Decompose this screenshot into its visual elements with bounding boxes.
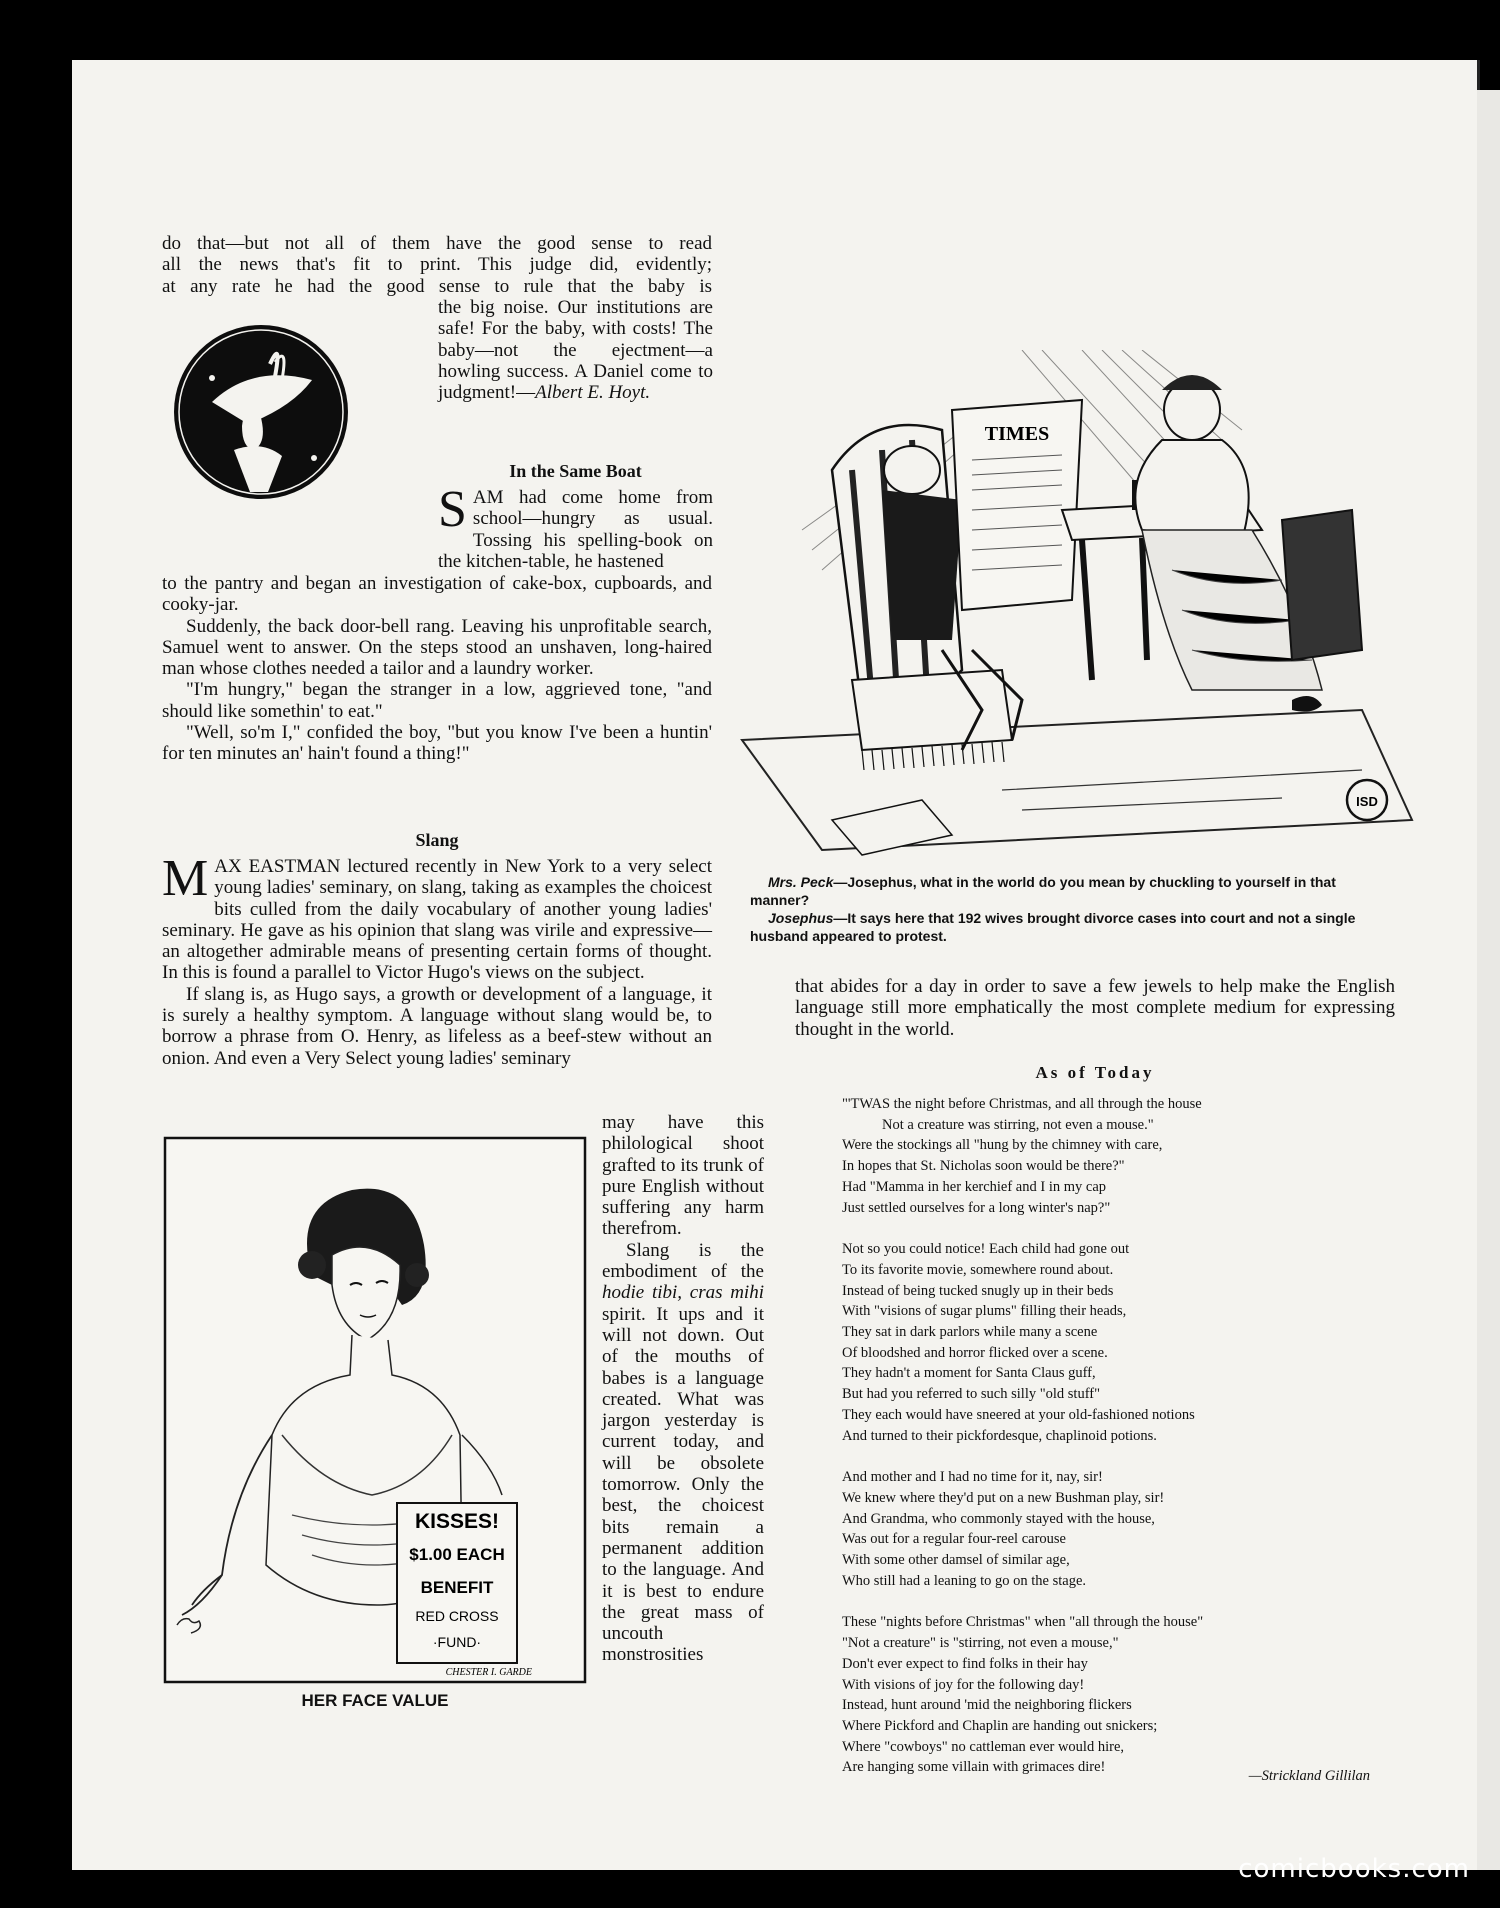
poem-line: They sat in dark parlors while many a scene: [842, 1324, 1098, 1341]
same-boat-paragraph-3: "Well, so'm I," confided the boy, "but you know I've been a huntin' for ten minutes an' hain't found a thing!": [162, 722, 712, 765]
slang-narrow: [602, 1112, 764, 1666]
woman-drawing: [162, 1135, 588, 1685]
poem-title: As of Today: [1035, 1063, 1155, 1082]
same-boat-narrow: [438, 481, 713, 572]
poem-line: Who still had a leaning to go on the stage.: [842, 1572, 1087, 1589]
cartoon-caption: [750, 873, 1390, 945]
intro-author: Albert E. Hoyt.: [535, 382, 651, 404]
same-boat-heading: In the Same Boat: [509, 461, 642, 481]
poem-line: "'TWAS the night before Christmas, and all through the house: [842, 1096, 1202, 1112]
next-page-edge: [1477, 90, 1500, 1870]
slang-narrow-1: may have this philological shoot grafted to its trunk of pure English without suffering any harm therefrom.: [602, 1112, 764, 1240]
poem-stanza-1: [842, 1094, 1392, 1218]
intro-wide-text: [162, 233, 712, 297]
poem-line: Not a creature was stirring, not even a mouse.": [882, 1116, 1154, 1133]
poem-stanza-2: [842, 1239, 1392, 1446]
same-boat-narrow-body: AM had come home from school—hungry as usual. Tossing his spelling-book on the kitchen-table, he hastened: [438, 487, 713, 572]
poem-stanza-4: [842, 1612, 1392, 1778]
poem-line: Just settled ourselves for a long winter's nap?": [842, 1199, 1111, 1216]
sign-red-cross: RED CROSS: [415, 1608, 499, 1624]
poem-line: Where "cowboys" no cattleman ever would hire,: [842, 1738, 1124, 1755]
same-boat-dropcap: S: [438, 481, 467, 538]
same-boat-wide: [162, 573, 712, 765]
sign-kisses: KISSES!: [414, 1510, 500, 1533]
poem-line: Of bloodshed and horror flicked over a scene.: [842, 1344, 1108, 1361]
artist-signature: CHESTER I. GARDE: [445, 1667, 532, 1678]
poem-line: Where Pickford and Chaplin are handing out snickers;: [842, 1717, 1158, 1734]
poem-line: Not so you could notice! Each child had gone out: [842, 1241, 1130, 1258]
caption-line-1: —Josephus, what in the world do you mean by chuckling to yourself in that manner?: [750, 874, 1336, 908]
intro-narrow-text: [438, 297, 713, 403]
poem-line: They each would have sneered at your old-fashioned notions: [842, 1406, 1195, 1423]
intro-line-2: all the news that's fit to print. This judge did, evidently;: [162, 254, 712, 276]
cartoon-monogram: ISD: [1356, 794, 1378, 809]
poem-line: Had "Mamma in her kerchief and I in my cap: [842, 1178, 1107, 1195]
poem-line: They hadn't a moment for Santa Claus guff,: [842, 1365, 1096, 1382]
poem-line: With some other damsel of similar age,: [842, 1552, 1070, 1569]
armchair-cartoon: [722, 350, 1418, 860]
her-face-value-illustration: [162, 1135, 588, 1725]
poem-body: [842, 1094, 1392, 1799]
slang-continued: that abides for a day in order to save a few jewels to help make the English language still more emphatically the most complete medium for expressing thought in the world.: [795, 976, 1395, 1040]
slang-paragraph-2: If slang is, as Hugo says, a growth or development of a language, it is surely a healthy symptom. A language without slang would be, to borrow a phrase from O. Henry, as lifeless as a beef-stew without an onion. And even a Very Select young ladies' seminary: [162, 983, 712, 1069]
poem-line: With visions of joy for the following day!: [842, 1676, 1085, 1693]
poem-line: But had you referred to such silly "old stuff": [842, 1386, 1101, 1403]
poem-line: And mother and I had no time for it, nay, sir!: [842, 1469, 1103, 1486]
poem-author: —Strickland Gillilan: [1248, 1768, 1370, 1784]
illustration-caption: HER FACE VALUE: [301, 1691, 449, 1710]
lady-in-hat-medallion: [172, 322, 350, 502]
slang-wide: [162, 850, 712, 1069]
same-boat-wide-line: to the pantry and began an investigation of cake-box, cupboards, and cooky-jar.: [162, 573, 712, 616]
caption-speaker-2: Josephus: [768, 910, 834, 926]
poem-line: Don't ever expect to find folks in their hay: [842, 1655, 1088, 1672]
sign-fund: ·FUND·: [432, 1634, 482, 1650]
intro-narrow-body: the big noise. Our institutions are safe! For the baby, with costs! The baby—not the ejectment—a howling success. A Daniel come to judgment!—: [438, 297, 713, 404]
same-boat-paragraph-1: Suddenly, the back door-bell rang. Leaving his unprofitable search, Samuel went to answer. On the steps stood an unshaven, long-haired man whose clothes needed a tailor and a laundry worker.: [162, 615, 712, 680]
slang-dropcap: M: [162, 850, 209, 907]
poem-line: And turned to their pickfordesque, chaplinoid potions.: [842, 1427, 1157, 1444]
poem-line: And Grandma, who commonly stayed with the house,: [842, 1510, 1155, 1527]
poem-line: These "nights before Christmas" when "all through the house": [842, 1614, 1204, 1631]
slang-paragraph-1: AX EASTMAN lectured recently in New York to a very select young ladies' seminary, on slang, taking as examples the choicest bits culled from the daily vocabulary of another young ladies' seminary. He gave as his opinion that slang was virile and expressive—an altogether admirable means of presenting certain forms of thought. In this is found a parallel to Victor Hugo's views on the subject.: [162, 856, 712, 984]
intro-line-3: at any rate he had the good sense to rule that the baby is: [162, 275, 712, 297]
slang-heading: Slang: [415, 830, 459, 850]
poem-line: Are hanging some villain with grimaces dire!: [842, 1759, 1106, 1776]
poem-line: With "visions of sugar plums" filling their heads,: [842, 1303, 1127, 1320]
sign-benefit: BENEFIT: [420, 1578, 494, 1597]
poem-line: To its favorite movie, somewhere round about.: [842, 1261, 1114, 1278]
intro-line-1: do that—but not all of them have the good sense to read: [162, 233, 712, 254]
poem-line: Instead of being tucked snugly up in their beds: [842, 1282, 1114, 1299]
same-boat-paragraph-2: "I'm hungry," began the stranger in a low, aggrieved tone, "and should like somethin' to eat.": [162, 679, 712, 722]
poem-line: Instead, hunt around 'mid the neighboring flickers: [842, 1697, 1132, 1714]
poem-line: We knew where they'd put on a new Bushman play, sir!: [842, 1489, 1165, 1506]
poem-stanza-3: [842, 1467, 1392, 1591]
site-watermark: comicbooks.com: [1238, 1854, 1470, 1884]
sign-price: $1.00 EACH: [409, 1545, 505, 1564]
slang-narrow-2b: spirit. It ups and it will not down. Out of the mouths of babes is a language created. What was jargon yesterday is current today, and will be obsolete tomorrow. Only the best, the choicest bits remain a permanent addition to the language. And it is best to endure the great mass of uncouth monstrosities: [602, 1303, 764, 1666]
poem-line: "Not a creature" is "stirring, not even a mouse,": [842, 1635, 1119, 1652]
slang-narrow-2a: Slang is the embodiment of the: [602, 1239, 764, 1283]
poem-line: Were the stockings all "hung by the chimney with care,: [842, 1137, 1163, 1154]
poem-line: Was out for a regular four-reel carouse: [842, 1531, 1066, 1548]
newspaper-title: TIMES: [984, 423, 1050, 445]
slang-latin: hodie tibi, cras mihi: [602, 1282, 764, 1304]
caption-speaker-1: Mrs. Peck: [768, 874, 834, 890]
caption-line-2: —It says here that 192 wives brought divorce cases into court and not a single husband appeared to protest.: [750, 910, 1356, 944]
poem-line: In hopes that St. Nicholas soon would be there?": [842, 1158, 1125, 1175]
